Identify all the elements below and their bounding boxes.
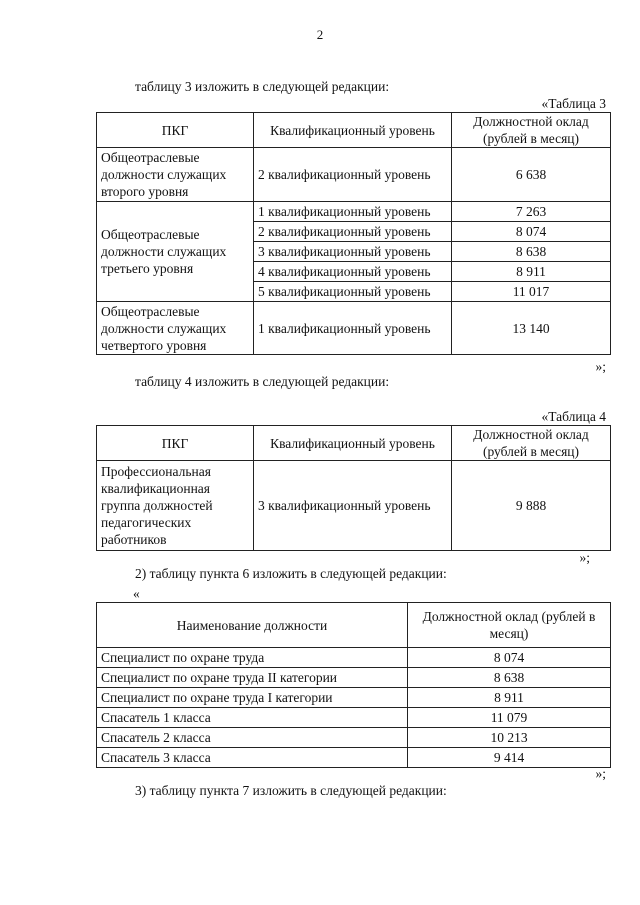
table3-level-cell: 1 квалификационный уровень xyxy=(254,202,452,222)
table4 xyxy=(96,425,611,551)
table6-header-name: Наименование должности xyxy=(97,603,408,648)
table3-level-cell: 2 квалификационный уровень xyxy=(254,222,452,242)
table3 xyxy=(96,112,611,355)
table4-salary-cell: 9 888 xyxy=(452,461,611,551)
table6-salary-cell: 11 079 xyxy=(408,708,611,728)
table3-salary-cell: 8 911 xyxy=(452,262,611,282)
table3-header-level: Квалификационный уровень xyxy=(254,113,452,148)
table6-salary-cell: 9 414 xyxy=(408,748,611,768)
table6-name-cell: Спасатель 2 класса xyxy=(97,728,408,748)
table3-salary-cell: 11 017 xyxy=(452,282,611,302)
paragraph-table4-intro: таблицу 4 изложить в следующей редакции: xyxy=(135,374,390,389)
table6-header-salary: Должностной оклад (рублей в месяц) xyxy=(408,603,611,648)
table6-salary-cell: 8 074 xyxy=(408,648,611,668)
table3-level-cell: 3 квалификационный уровень xyxy=(254,242,452,262)
table-row xyxy=(97,748,611,768)
table6 xyxy=(96,602,611,768)
table-row xyxy=(97,728,611,748)
table3-close-quote: »; xyxy=(595,359,606,374)
table4-header-level: Квалификационный уровень xyxy=(254,426,452,461)
paragraph-table6-intro: 2) таблицу пункта 6 изложить в следующей редакции: xyxy=(135,566,447,581)
table4-header-pkg: ПКГ xyxy=(97,426,254,461)
table-row xyxy=(97,708,611,728)
table4-header-salary: Должностной оклад (рублей в месяц) xyxy=(452,426,611,461)
table4-caption: «Таблица 4 xyxy=(541,409,606,424)
table6-close-quote: »; xyxy=(595,766,606,781)
table-row xyxy=(97,461,611,551)
table-row xyxy=(97,668,611,688)
table6-name-cell: Специалист по охране труда II категории xyxy=(97,668,408,688)
table4-close-quote: »; xyxy=(579,550,590,565)
table4-pkg-cell: Профессиональная квалификационная группа должностей педагогических работников xyxy=(97,461,254,551)
table6-salary-cell: 8 911 xyxy=(408,688,611,708)
table-row xyxy=(97,202,611,222)
paragraph-table7-intro: 3) таблицу пункта 7 изложить в следующей редакции: xyxy=(135,783,447,798)
table6-name-cell: Специалист по охране труда I категории xyxy=(97,688,408,708)
table6-open-quote: « xyxy=(133,586,140,601)
table-row xyxy=(97,148,611,202)
table6-salary-cell: 8 638 xyxy=(408,668,611,688)
table3-header-row xyxy=(97,113,611,148)
table3-pkg-cell: Общеотраслевые должности служащих третьего уровня xyxy=(97,202,254,302)
table3-header-pkg: ПКГ xyxy=(97,113,254,148)
table3-salary-cell: 6 638 xyxy=(452,148,611,202)
table3-salary-cell: 13 140 xyxy=(452,302,611,355)
table3-salary-cell: 8 074 xyxy=(452,222,611,242)
table4-header-row xyxy=(97,426,611,461)
table-row xyxy=(97,302,611,355)
table-row xyxy=(97,688,611,708)
table3-salary-cell: 8 638 xyxy=(452,242,611,262)
table6-name-cell: Спасатель 3 класса xyxy=(97,748,408,768)
table3-level-cell: 4 квалификационный уровень xyxy=(254,262,452,282)
table3-level-cell: 1 квалификационный уровень xyxy=(254,302,452,355)
table6-header-row xyxy=(97,603,611,648)
table3-level-cell: 2 квалификационный уровень xyxy=(254,148,452,202)
table3-header-salary: Должностной оклад (рублей в месяц) xyxy=(452,113,611,148)
table3-salary-cell: 7 263 xyxy=(452,202,611,222)
page-number: 2 xyxy=(316,27,324,42)
table6-name-cell: Специалист по охране труда xyxy=(97,648,408,668)
table3-level-cell: 5 квалификационный уровень xyxy=(254,282,452,302)
table3-pkg-cell: Общеотраслевые должности служащих второго уровня xyxy=(97,148,254,202)
table6-salary-cell: 10 213 xyxy=(408,728,611,748)
table4-level-cell: 3 квалификационный уровень xyxy=(254,461,452,551)
table3-pkg-cell: Общеотраслевые должности служащих четвертого уровня xyxy=(97,302,254,355)
table6-name-cell: Спасатель 1 класса xyxy=(97,708,408,728)
paragraph-table3-intro: таблицу 3 изложить в следующей редакции: xyxy=(135,79,390,94)
table3-caption: «Таблица 3 xyxy=(541,96,606,111)
table-row xyxy=(97,648,611,668)
